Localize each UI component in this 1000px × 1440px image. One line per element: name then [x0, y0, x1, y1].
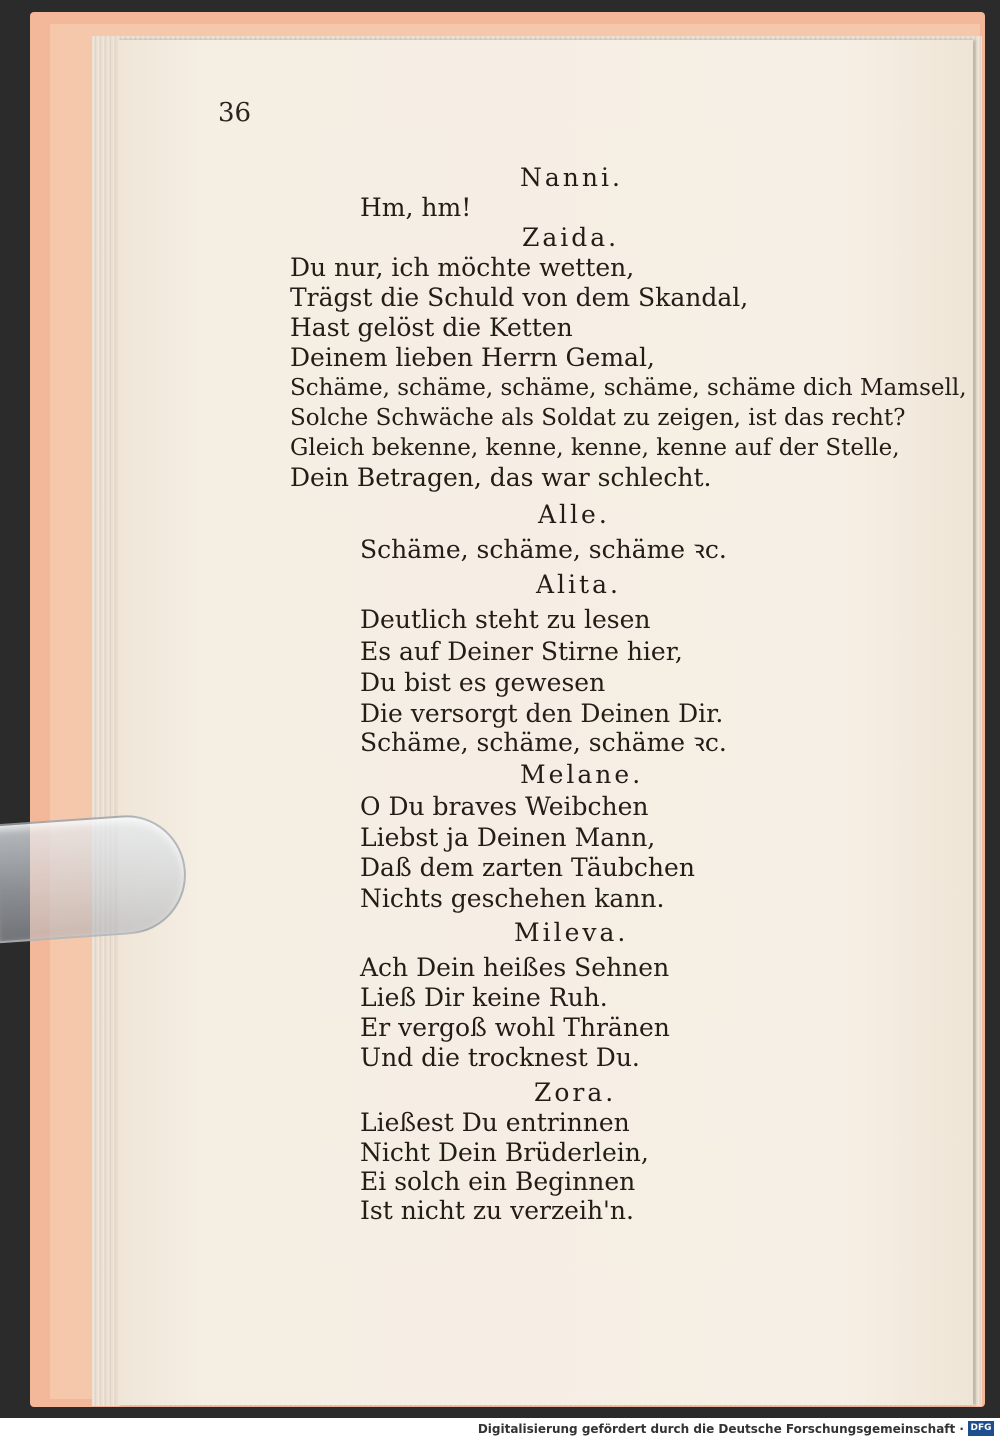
verse-line: O Du braves Weibchen	[360, 792, 649, 821]
speaker-name: Mileva.	[514, 918, 629, 947]
speaker-name: Zaida.	[522, 223, 620, 252]
verse-line: Ach Dein heißes Sehnen	[360, 953, 670, 982]
verse-line: Daß dem zarten Täubchen	[360, 853, 695, 882]
verse-line: Deutlich steht zu lesen	[360, 605, 651, 634]
page-number: 36	[218, 98, 252, 128]
speaker-name: Melane.	[520, 760, 644, 789]
verse-line: Schäme, schäme, schäme ꝛc.	[360, 535, 727, 564]
verse-line: Ließest Du entrinnen	[360, 1108, 630, 1137]
footer-credit: Digitalisierung gefördert durch die Deutsche Forschungsgemeinschaft ·	[477, 1422, 964, 1436]
verse-line: Du bist es gewesen	[360, 668, 606, 697]
verse-line: Und die trocknest Du.	[360, 1043, 640, 1072]
verse-line: Die versorgt den Deinen Dir.	[360, 699, 724, 728]
verse-line: Du nur, ich möchte wetten,	[290, 253, 635, 282]
verse-line: Gleich bekenne, kenne, kenne, kenne auf der Stelle,	[290, 435, 900, 461]
verse-line: Solche Schwäche als Soldat zu zeigen, ist das recht?	[290, 405, 906, 431]
verse-line: Ei solch ein Beginnen	[360, 1167, 636, 1196]
verse-line: Nichts geschehen kann.	[360, 884, 665, 913]
verse-line: Ist nicht zu verzeih'n.	[360, 1196, 634, 1225]
verse-line: Er vergoß wohl Thränen	[360, 1013, 670, 1042]
dfg-logo: DFG	[968, 1421, 994, 1436]
speaker-name: Alita.	[536, 570, 621, 599]
verse-line: Dein Betragen, das war schlecht.	[290, 463, 712, 492]
speaker-name: Zora.	[534, 1078, 617, 1107]
verse-line: Trägst die Schuld von dem Skandal,	[290, 283, 749, 312]
verse-line: Es auf Deiner Stirne hier,	[360, 637, 683, 666]
verse-line: Hm, hm!	[360, 193, 472, 222]
verse-line: Schäme, schäme, schäme, schäme, schäme dich Mamsell,	[290, 375, 967, 401]
verse-line: Schäme, schäme, schäme ꝛc.	[360, 728, 727, 757]
verse-line: Ließ Dir keine Ruh.	[360, 983, 608, 1012]
verse-line: Nicht Dein Brüderlein,	[360, 1138, 649, 1167]
speaker-name: Nanni.	[520, 163, 623, 192]
speaker-name: Alle.	[538, 500, 610, 529]
verse-line: Hast gelöst die Ketten	[290, 313, 573, 342]
verse-line: Liebst ja Deinen Mann,	[360, 823, 656, 852]
verse-line: Deinem lieben Herrn Gemal,	[290, 343, 655, 372]
